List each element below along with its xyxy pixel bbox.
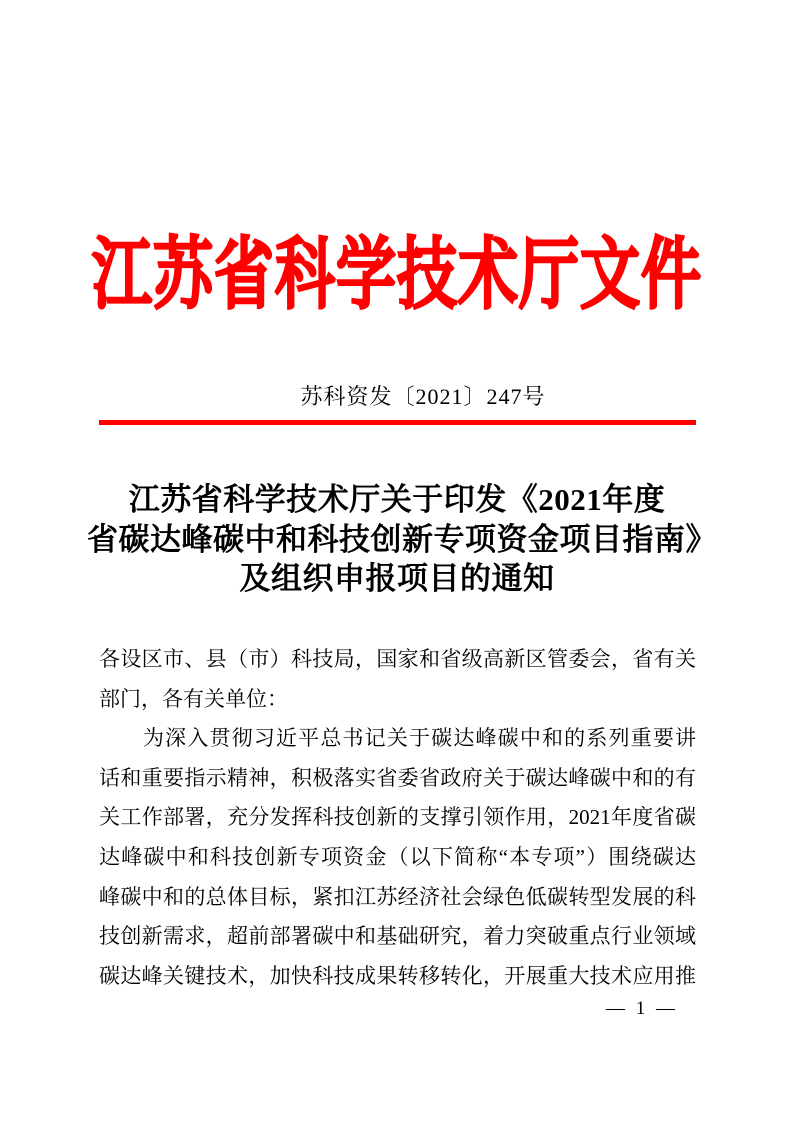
body-line: 部门，各有关单位：	[99, 686, 288, 711]
document-title-line-1: 江苏省科学技术厅关于印发《2021年度	[128, 482, 666, 517]
body-line: 话和重要指示精神，积极落实省委省政府关于碳达峰碳中和的有	[99, 765, 696, 790]
document-body	[99, 640, 696, 996]
document-title-line-3: 及组织申报项目的通知	[239, 561, 555, 596]
agency-letterhead-title: 江苏省科学技术厅文件	[92, 232, 702, 318]
body-line: 碳达峰关键技术，加快科技成果转移转化，开展重大技术应用推	[99, 963, 696, 988]
page-number: — 1 —	[606, 998, 678, 1019]
document-title-line-2: 省碳达峰碳中和科技创新专项资金项目指南》	[87, 521, 717, 557]
body-line: 关工作部署，充分发挥科技创新的支撑引领作用，2021年度省碳	[99, 805, 696, 830]
paragraph	[99, 719, 696, 996]
document-reference-number: 苏科资发〔2021〕247号	[300, 384, 546, 409]
body-line: 为深入贯彻习近平总书记关于碳达峰碳中和的系列重要讲	[143, 726, 696, 751]
red-divider-line	[99, 420, 696, 425]
body-line: 各设区市、县（市）科技局，国家和省级高新区管委会，省有关	[99, 647, 696, 671]
body-line: 达峰碳中和科技创新专项资金（以下简称“本专项”）围绕碳达	[99, 844, 696, 869]
body-line: 峰碳中和的总体目标，紧扣江苏经济社会绿色低碳转型发展的科	[99, 884, 696, 909]
body-line: 技创新需求，超前部署碳中和基础研究，着力突破重点行业领域	[99, 924, 696, 949]
document-title	[87, 480, 717, 599]
paragraph	[99, 640, 696, 719]
